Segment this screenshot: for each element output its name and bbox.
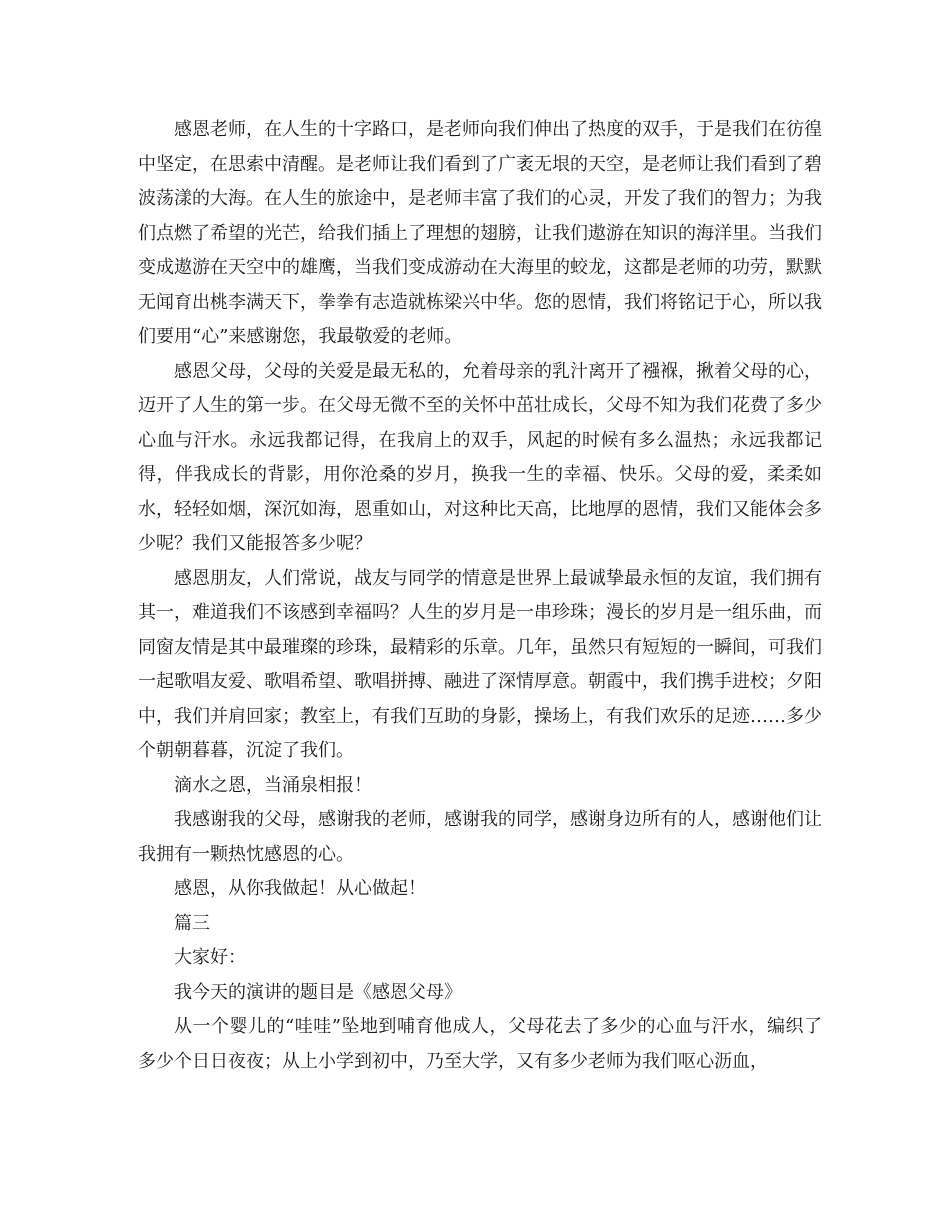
paragraph-repay-kindness: 滴水之恩，当涌泉相报！: [174, 774, 372, 796]
document-body: [138, 113, 822, 1079]
paragraph-thank-everyone: 我感谢我的父母，感谢我的老师，感谢我的同学，感谢身边所有的人，感谢他们让我拥有一颗热忱感恩的心。: [138, 809, 822, 865]
speech-title-line: 我今天的演讲的题目是《感恩父母》: [174, 981, 462, 1003]
paragraph-parents-effort: 从一个婴儿的“哇哇”坠地到哺育他成人，父母花去了多少的心血与汗水，编织了多少个日日夜夜；从上小学到初中，乃至大学，又有多少老师为我们呕心沥血，: [138, 1016, 822, 1072]
greeting: 大家好：: [174, 947, 246, 968]
paragraph-start-from-heart: 感恩，从你我做起！从心做起！: [174, 878, 426, 899]
section-heading: 篇三: [174, 912, 210, 934]
paragraph-thank-friends: 感恩朋友，人们常说，战友与同学的情意是世界上最诚挚最永恒的友谊，我们拥有其一，难道我们不该感到幸福吗？人生的岁月是一串珍珠；漫长的岁月是一组乐曲，而同窗友情是其中最璀璨的珍珠，最精彩的乐章。几年，虽然只有短短的一瞬间，可我们一起歌唱友爱、歌唱希望、歌唱拼搏、融进了深情厚意。朝霞中，我们携手进校；夕阳中，我们并肩回家；教室上，有我们互助的身影，操场上，有我们欢乐的足迹……多少个朝朝暮暮，沉淀了我们。: [138, 567, 822, 761]
paragraph-thank-teachers: 感恩老师，在人生的十字路口，是老师向我们伸出了热度的双手，于是我们在彷徨中坚定，在思索中清醒。是老师让我们看到了广袤无垠的天空，是老师让我们看到了碧波荡漾的大海。在人生的旅途中，是老师丰富了我们的心灵，开发了我们的智力；为我们点燃了希望的光芒，给我们插上了理想的翅膀，让我们遨游在知识的海洋里。当我们变成遨游在天空中的雄鹰，当我们变成游动在大海里的蛟龙，这都是老师的功劳，默默无闻育出桃李满天下，拳拳有志造就栋梁兴中华。您的恩情，我们将铭记于心，所以我们要用“心”来感谢您，我最敬爱的老师。: [138, 119, 822, 347]
paragraph-thank-parents: 感恩父母，父母的关爱是最无私的，允着母亲的乳汁离开了襁褓，揪着父母的心，迈开了人生的第一步。在父母无微不至的关怀中茁壮成长，父母不知为我们花费了多少心血与汗水。永远我都记得，在我肩上的双手，风起的时候有多么温热；永远我都记得，伴我成长的背影，用你沧桑的岁月，换我一生的幸福、快乐。父母的爱，柔柔如水，轻轻如烟，深沉如海，恩重如山，对这种比天高，比地厚的恩情，我们又能体会多少呢？我们又能报答多少呢？: [138, 360, 822, 554]
